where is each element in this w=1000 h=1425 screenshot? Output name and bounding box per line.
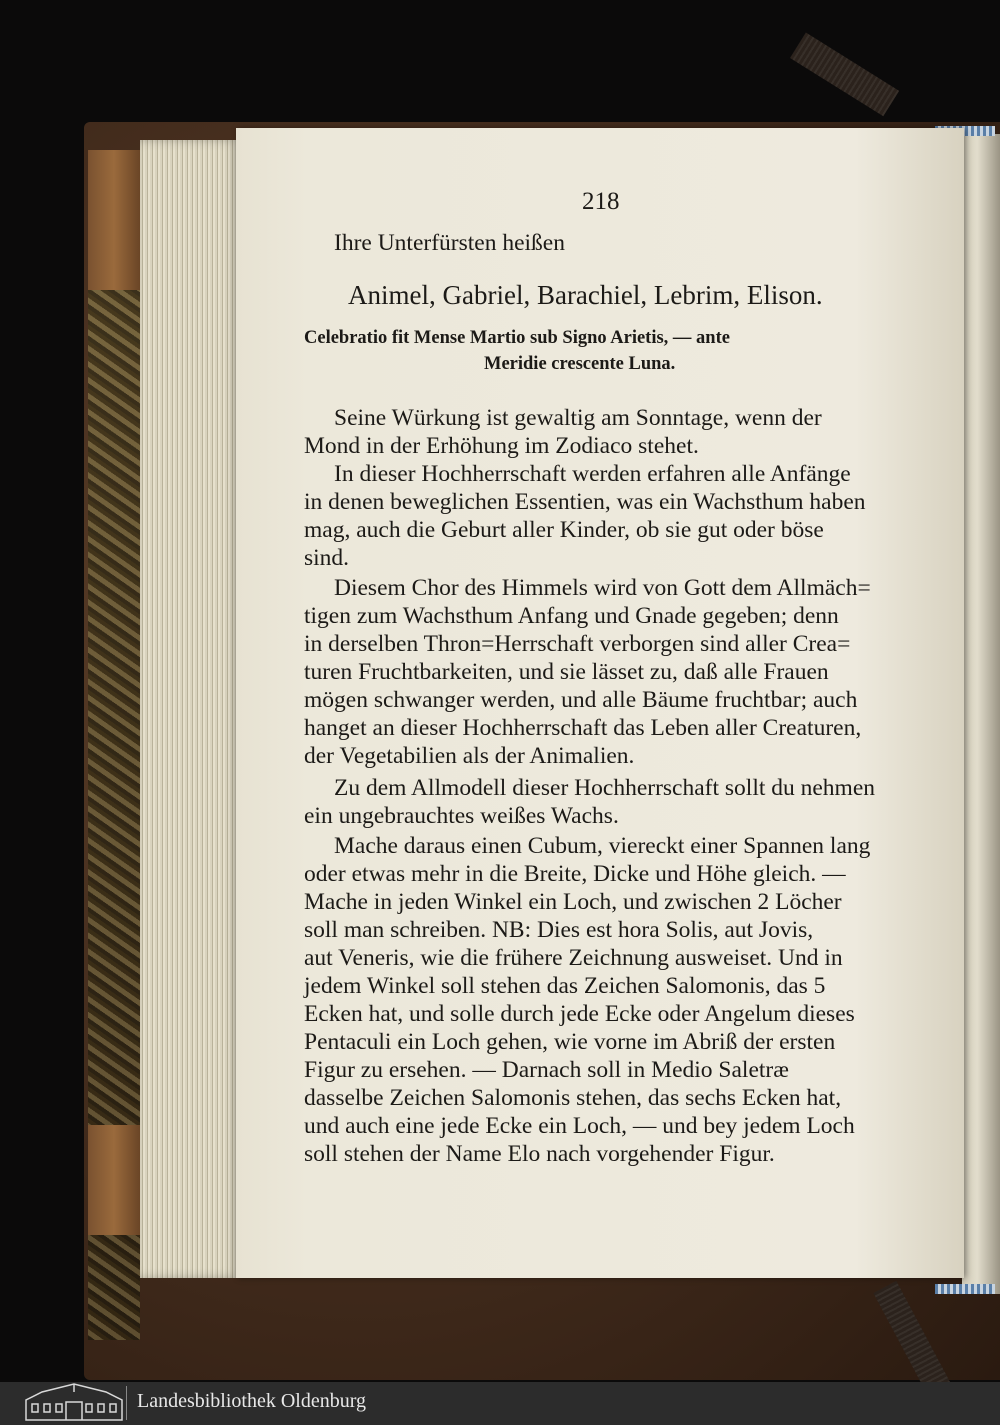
text-line: dasselbe Zeichen Salomonis stehen, das sechs Ecken hat, <box>304 1085 842 1111</box>
text-line: Mache in jeden Winkel ein Loch, und zwischen 2 Löcher <box>304 889 842 915</box>
facing-page-edge <box>962 134 1000 1294</box>
library-building-logo-icon <box>22 1380 126 1422</box>
text-line: Ihre Unterfürsten heißen <box>334 230 565 256</box>
text-line: oder etwas mehr in die Breite, Dicke und Höhe gleich. — <box>304 861 846 887</box>
text-line: und auch eine jede Ecke ein Loch, — und bey jedem Loch <box>304 1113 855 1139</box>
text-line: Seine Würkung ist gewaltig am Sonntage, wenn der <box>334 405 822 431</box>
text-line: in derselben Thron=Herrschaft verborgen sind aller Crea= <box>304 631 851 657</box>
text-line: Figur zu ersehen. — Darnach soll in Medio Saletræ <box>304 1057 789 1083</box>
text-line: soll man schreiben. NB: Dies est hora Solis, aut Jovis, <box>304 917 814 943</box>
cover-leather-corner-bottom <box>88 1125 140 1235</box>
text-line: hanget an dieser Hochherrschaft das Leben aller Creaturen, <box>304 715 862 741</box>
text-line: Diesem Chor des Himmels wird von Gott dem Allmäch= <box>334 575 871 601</box>
text-line: Mache daraus einen Cubum, viereckt einer Spannen lang <box>334 833 871 859</box>
text-line: ein ungebrauchtes weißes Wachs. <box>304 803 619 829</box>
text-line: in denen beweglichen Essentien, was ein Wachsthum haben <box>304 489 866 515</box>
footer-divider <box>126 1386 127 1420</box>
cover-leather-corner <box>88 150 140 290</box>
text-line: sind. <box>304 545 350 571</box>
latin-line: Celebratio fit Mense Martio sub Signo Arietis, — ante <box>304 328 730 348</box>
text-line: soll stehen der Name Elo nach vorgehender Figur. <box>304 1141 775 1167</box>
text-line: Pentaculi ein Loch gehen, wie vorne im Abriß der ersten <box>304 1029 836 1055</box>
text-line: mag, auch die Geburt aller Kinder, ob sie gut oder böse <box>304 517 824 543</box>
text-line: aut Veneris, wie die frühere Zeichnung ausweiset. Und in <box>304 945 843 971</box>
text-line: Zu dem Allmodell dieser Hochherrschaft sollt du nehmen <box>334 775 876 801</box>
text-line: turen Fruchtbarkeiten, und sie lässet zu, daß alle Frauen <box>304 659 829 685</box>
library-name-link[interactable]: Landesbibliothek Oldenburg <box>137 1390 367 1412</box>
text-line: Mond in der Erhöhung im Zodiaco stehet. <box>304 433 699 459</box>
tailband <box>935 1284 995 1294</box>
text-line: In dieser Hochherrschaft werden erfahren alle Anfänge <box>334 461 851 487</box>
latin-line: Meridie crescente Luna. <box>484 354 676 374</box>
text-line: der Vegetabilien als der Animalien. <box>304 743 635 769</box>
text-line: tigen zum Wachsthum Anfang und Gnade gegeben; denn <box>304 603 839 629</box>
bookmark-ribbon-top <box>790 33 899 117</box>
page-edges-stack <box>140 140 240 1278</box>
text-line: jedem Winkel soll stehen das Zeichen Salomonis, das 5 <box>304 973 826 999</box>
text-line: Ecken hat, und solle durch jede Ecke oder Angelum dieses <box>304 1001 855 1027</box>
page-number: 218 <box>582 188 620 215</box>
text-line: mögen schwanger werden, und alle Bäume fruchtbar; auch <box>304 687 858 713</box>
angel-names-line: Animel, Gabriel, Barachiel, Lebrim, Elison. <box>348 280 823 310</box>
